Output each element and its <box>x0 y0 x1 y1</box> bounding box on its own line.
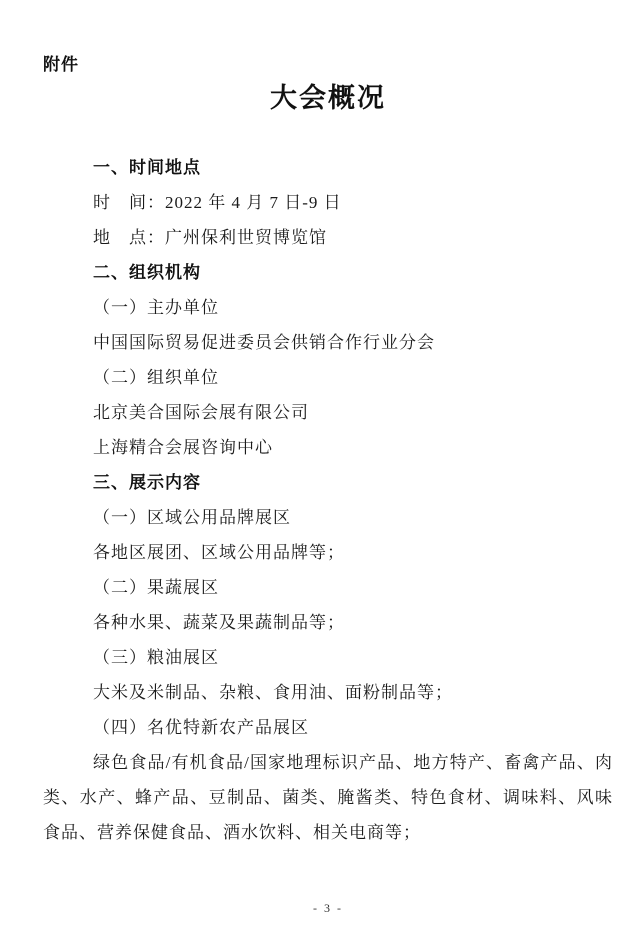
page-number: - 3 - <box>313 901 343 915</box>
line-host-unit-name: 中国国际贸易促进委员会供销合作行业分会 <box>93 333 435 352</box>
line-zone-1-label: （一）区域公用品牌展区 <box>93 508 291 527</box>
line-place: 地 点：广州保利世贸博览馆 <box>93 228 327 247</box>
line-zone-1-desc: 各地区展团、区域公用品牌等； <box>93 543 345 562</box>
line-zone-2-label: （二）果蔬展区 <box>93 578 219 597</box>
line-organizer-label: （二）组织单位 <box>93 368 219 387</box>
line-zone-4-desc: 绿色食品/有机食品/国家地理标识产品、地方特产、畜禽产品、肉类、水产、蜂产品、豆制品、菌类、腌酱类、特色食材、调味料、风味食品、营养保健食品、酒水饮料、相关电商等； <box>43 753 613 842</box>
section-heading-time-place: 一、时间地点 <box>93 158 201 177</box>
section-heading-organization: 二、组织机构 <box>93 263 201 282</box>
page-title: 大会概况 <box>270 83 386 113</box>
document-body <box>43 150 613 850</box>
line-zone-3-desc: 大米及米制品、杂粮、食用油、面粉制品等； <box>93 683 453 702</box>
attachment-label: 附件 <box>43 55 79 74</box>
line-time: 时 间：2022 年 4 月 7 日-9 日 <box>93 193 342 212</box>
line-zone-4-label: （四）名优特新农产品展区 <box>93 718 309 737</box>
line-organizer-name-1: 北京美合国际会展有限公司 <box>93 403 309 422</box>
line-zone-2-desc: 各种水果、蔬菜及果蔬制品等； <box>93 613 345 632</box>
line-host-unit-label: （一）主办单位 <box>93 298 219 317</box>
section-heading-exhibits: 三、展示内容 <box>93 473 201 492</box>
line-zone-3-label: （三）粮油展区 <box>93 648 219 667</box>
line-organizer-name-2: 上海精合会展咨询中心 <box>93 438 273 457</box>
